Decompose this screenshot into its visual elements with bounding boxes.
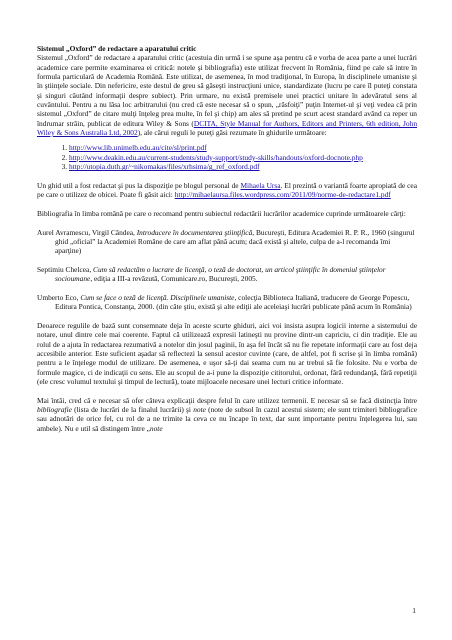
terms-text-part2: (lista de lucrări de la finalul lucrării) şi bbox=[71, 405, 194, 415]
term-bibliography: bibliografie bbox=[37, 405, 72, 415]
guide-links-list bbox=[37, 143, 417, 171]
terms-text-part1: Mai întâi, cred că e necesar să ofer câteva explicaţii despre felul în care utilizez termenii. E necesar să se facă distincţia între bbox=[37, 395, 417, 405]
paragraph-logic: Deoarece regulile de bază sunt consemnate deja în aceste scurte ghiduri, aici voi insista asupra logicii interne a sistemului de notare, unul dintre cele mai coerente. Faptul că utilizează expresii latineşti nu provine dintr-un capriciu, ci din tradiţie. Ele au rolul de a ajuta în redactarea rezumativă a notelor din josul paginii, în aşa fel încât să nu fie repetate informaţii care au fost deja accesibile anterior. Este suficient aşadar să reflectezi la sensul acestor cuvinte (care, de altfel, pot fi scrise şi în limba română) pentru a le înţelege modul de utilizare. De asemenea, e uşor să-ţi dai seama cum nu ar trebui să fie folosite. Nu e vorba de formule magice, ci de indicaţii cu sens. Ele au scopul de a-i pune la dispoziţie cititorului, ordonat, fără redundanţă, fără repetiţii (ele cresc volumul textului şi timpul de lectură), toate mijloacele necesare unei lecturi critice informate. bbox=[37, 320, 417, 387]
reference-author: Septimiu Chelcea, bbox=[37, 264, 94, 274]
list-item bbox=[69, 162, 417, 171]
intro-text-part2: ), ale cărui reguli le puteţi găsi rezumate în ghidurile următoare: bbox=[137, 128, 327, 138]
reference-title: Cum se face o teză de licenţă. Disciplinele umaniste bbox=[80, 292, 235, 302]
reference-entry bbox=[37, 293, 417, 312]
paragraph-bibliography-intro: Bibliografia în limba română pe care o recomand pentru subiectul redactării lucrărilor academice cuprinde următoarele cărţi: bbox=[37, 208, 406, 218]
reference-entry bbox=[37, 265, 417, 284]
reference-details: , colecţia Biblioteca Italiană, traducere de George Popescu, Editura Pontica, Constanţa, 2000. (din câte ştiu, există şi alte ediţii ale aceleiaşi lucrări publicate până acum în România) bbox=[55, 292, 412, 312]
list-item bbox=[69, 143, 417, 152]
reference-title: Cum să redactăm o lucrare de licenţă, o teză de doctorat, un articol ştiinţific în domeniul ştiinţelor socioumane bbox=[55, 264, 386, 284]
reference-details: , Bucureşti, Editura Academiei R. P. R., 1960 (singurul ghid „oficial” la Academiei Române de care am aflat până acum; dacă există şi altele, culpa de a-l recomanda îmi aparţine) bbox=[55, 227, 415, 256]
guide-link-3[interactable]: http://utopia.duth.gr/~nikomakas/files/xrhsima/g_ref_oxford.pdf bbox=[69, 162, 260, 172]
page-number: 1 bbox=[412, 606, 416, 615]
author-link[interactable]: Mihaela Ursa bbox=[240, 180, 281, 190]
paragraph-blog-guide bbox=[37, 181, 417, 200]
reference-title: Introducere în documentarea ştiinţifică bbox=[136, 227, 253, 237]
paragraph-intro bbox=[37, 53, 417, 137]
reference-details: , ediţia a III-a revăzută, Comunicare.ro, Bucureşti, 2005. bbox=[90, 274, 258, 284]
guide-link-2[interactable]: http://www.deakin.edu.au/current-students/study-support/study-skills/handouts/oxford-docnote.php bbox=[69, 152, 363, 162]
style-manual-link[interactable]: DCITA, Style Manual for Authors, Editors and Printers, 6th edition, John Wiley & Sons Australia Ltd, 2002 bbox=[37, 118, 418, 138]
intro-text-part1: Sistemul „Oxford” de redactare a aparatului critic (acestuia din urmă i se spune aşa pentru că e vorba de acea parte a unei lucrări academice care permite examinarea ei critică: notele şi bibliografia) este utilizat frecvent în România, fiind pe cale să intre în formula particulară de Academia Română. Este utilizat, de asemenea, în mod tradiţional, în Europa, în disciplinele umaniste şi în ştiinţele sociale. Din nefericire, este destul de greu să găseşti instrucţiuni unice, standardizate (lucru pe care îl puteţi constata şi singuri căutând informaţii despre subiect). Prin urmare, nu există premisele unei practici unitare în adevăratul sens al cuvântului. Pentru a nu lăsa loc arbitrarului (nu cred că este necesar să o spun, „răsfoiţi” puţin Internet-ul şi veţi vedea că prin sistemul „Oxford” de citare mulţi înţeleg prea multe, în fel şi chip) am ales să pretind pe scurt acest standard având ca reper un îndrumar străin, publicat de editura Wiley & Sons ( bbox=[37, 53, 417, 128]
reference-author: Umberto Eco, bbox=[37, 292, 81, 302]
reference-entry bbox=[37, 228, 417, 256]
list-item bbox=[69, 153, 417, 162]
blog-guide-link[interactable]: http://mihaelaursa.files.wordpress.com/2011/09/norme-de-redactare1.pdf bbox=[174, 190, 391, 200]
blog-text-part1: Un ghid util a fost redactat şi pus la dispoziţie pe blogul personal de bbox=[37, 180, 241, 190]
reference-author: Aurel Avramescu, Virgil Cândea, bbox=[37, 227, 137, 237]
guide-link-1[interactable]: http://www.lib.unimelb.edu.au/cite/sl/print.pdf bbox=[69, 143, 207, 153]
document-title: Sistemul „Oxford” de redactare a aparatului critic bbox=[37, 44, 197, 53]
terms-text-part3: (note de subsol în cazul acestui sistem; ele sunt trimiteri bibliografice sau adnotări de orice fel, cu rol de a ne trimite la ceva ce nu încape în text, dar sunt importante pentru înţelegerea lui, sau ambele). Nu e util să distingem între „ bbox=[37, 405, 418, 433]
term-notes-quoted: note bbox=[149, 423, 163, 433]
term-notes: note bbox=[193, 405, 206, 415]
document-body bbox=[37, 44, 417, 433]
blog-text-part2: . El prezintă o variantă foarte apropiată de cea pe care o utilizez de obicei. Poate fi găsit aici: bbox=[37, 180, 417, 200]
paragraph-terms bbox=[37, 396, 417, 433]
